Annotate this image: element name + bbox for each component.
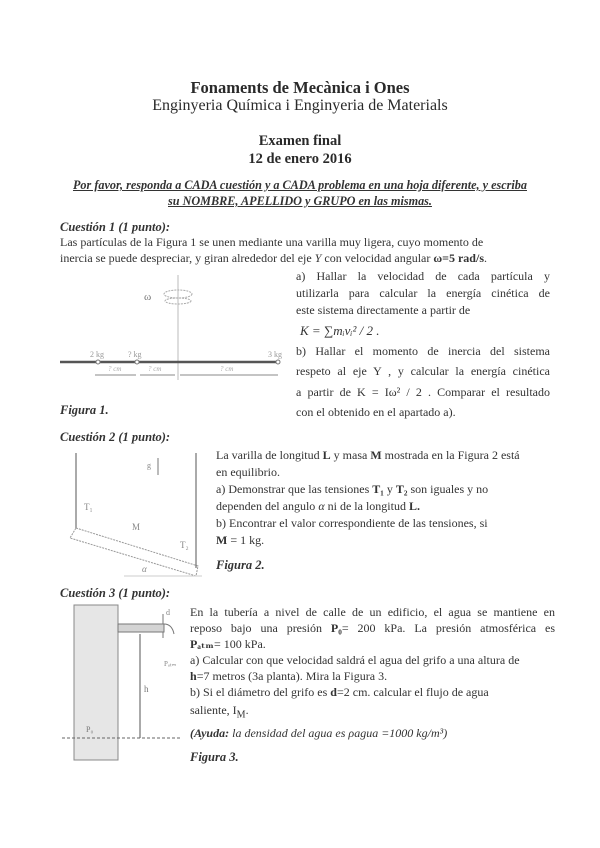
q3-line-1: En la tubería a nivel de calle de un edificio, el agua se mantiene en — [190, 605, 555, 619]
q3-line-5 — [190, 668, 555, 684]
q2-l6-M: M — [216, 533, 228, 547]
q3-line-7 — [190, 702, 555, 723]
q3-l2-text: reposo bajo una presión — [190, 621, 331, 635]
particle-3 — [276, 360, 280, 364]
m-label: M — [132, 522, 141, 532]
q2-l3-mid: y — [383, 482, 396, 496]
q2-line-2: en equilibrio. — [216, 465, 280, 479]
alpha-label: α — [142, 564, 147, 574]
q1-axis: Y — [314, 251, 322, 265]
q1-intro-mid: con velocidad angular — [321, 251, 434, 265]
q3-text — [190, 604, 555, 741]
q1-omega: ω=5 rad/s — [433, 251, 484, 265]
figure-1 — [60, 270, 300, 385]
q1-part-a — [296, 268, 550, 421]
p0-label: P₀ — [86, 725, 94, 734]
figure-2 — [62, 450, 212, 580]
q2-l1-M: M — [370, 448, 382, 462]
q1-a-line-3: este sistema directamente a partir de — [296, 303, 471, 317]
distance-label-1: ? cm — [108, 365, 122, 373]
q2-line-5: b) Encontrar el valor correspondiente de las tensiones, si — [216, 516, 488, 530]
instructions-line-2: su NOMBRE, APELLIDO y GRUPO en las mismas. — [168, 194, 432, 208]
h-label: h — [144, 684, 149, 694]
q1-intro-line-1: Las partículas de la Figura 1 se unen mediante una varilla muy ligera, cuyo momento de — [60, 235, 484, 249]
omega-label: ω — [144, 291, 152, 303]
distance-label-3: ? cm — [220, 365, 234, 373]
q2-l1-end: mostrada en la Figura 2 está — [381, 448, 520, 462]
figure-2-caption: Figura 2. — [216, 558, 265, 572]
q3-title: Cuestión 3 (1 punto): — [60, 586, 171, 600]
q1-b-line-3: a partir de K = Iω² / 2 . Comparar el resultado — [296, 385, 550, 399]
q3-hint-bold: (Ayuda: — [190, 726, 230, 741]
q2-l3-T1: T₁ — [372, 482, 384, 496]
q2-line-1 — [216, 447, 566, 464]
mass-label-3: 3 kg — [268, 350, 282, 359]
q1-intro-line-2 — [60, 250, 560, 266]
q2-l3-text: a) Demonstrar que las tensiones — [216, 482, 373, 496]
q2-l4-text: dependen del angulo — [216, 499, 319, 513]
q3-l6-end: =2 cm. calcular el flujo de agua — [336, 685, 489, 699]
t1-label: T₁ — [84, 502, 93, 512]
faucet-spout — [164, 624, 174, 634]
q3-l3-end: = 100 kPa. — [214, 637, 266, 651]
d-label: d — [166, 608, 170, 617]
faucet-pipe — [118, 624, 164, 632]
particle-2 — [135, 360, 139, 364]
degree-title: Enginyeria Química i Enginyeria de Materials — [152, 97, 448, 114]
q2-line-3 — [216, 481, 566, 498]
figure-3-caption: Figura 3. — [190, 750, 239, 764]
t2-label: T₂ — [180, 540, 189, 550]
q3-line-3 — [190, 636, 555, 652]
g-label: g — [147, 461, 151, 470]
instructions-line-1: Por favor, responda a CADA cuestión y a CADA problema en una hoja diferente, y escriba — [72, 178, 527, 192]
q1-title: Cuestión 1 (1 punto): — [60, 220, 171, 234]
q2-l3-T2: T₂ — [395, 482, 408, 496]
q2-l4-L: L. — [408, 499, 420, 513]
figure-3 — [62, 602, 187, 762]
q2-l1-mid: y masa — [330, 448, 371, 462]
mass-label-1: 2 kg — [90, 350, 104, 359]
q3-l2-mid: = 200 kPa. La presión atmosférica es — [341, 621, 555, 635]
q1-a-line-2: utilizarla para calcular la energía cinética de — [296, 286, 550, 300]
q1-intro-text: inercia se puede despreciar, y giran alrededor del eje — [60, 251, 315, 265]
q1-b-line-4: con el obtenido en el apartado a). — [296, 405, 456, 419]
q3-l6-d: d — [330, 685, 337, 699]
q1-b-line-2: respeto al eje Y , y calcular la energía cinética — [296, 364, 550, 378]
q2-l1-L: L — [322, 448, 331, 462]
q3-l6-text: b) Si el diámetro del grifo es — [190, 685, 331, 699]
q3-line-2 — [190, 620, 555, 636]
q2-text — [216, 447, 566, 549]
q3-l2-P0: P₀ — [330, 621, 342, 635]
exam-title: Examen final — [258, 133, 342, 149]
q3-l7-end: . — [245, 703, 249, 717]
mass-label-2: ? kg — [128, 350, 142, 359]
q1-intro-end: . — [484, 251, 487, 265]
figure-1-caption: Figura 1. — [60, 403, 109, 417]
patm-label: Pₐₜₘ — [164, 660, 177, 668]
particle-1 — [96, 360, 100, 364]
q2-line-6 — [216, 532, 566, 549]
q3-hint — [190, 725, 555, 741]
q1-a-line-1: a) Hallar la velocidad de cada partícula y — [296, 269, 550, 283]
q3-l5-h: h — [190, 669, 197, 683]
q2-title: Cuestión 2 (1 punto): — [60, 430, 171, 444]
q2-l6-end: = 1 kg. — [227, 533, 265, 547]
q1-b-line-1: b) Hallar el momento de inercia del sistema — [296, 344, 550, 358]
q2-l3-end: son iguales y no — [407, 482, 489, 496]
q2-l1-text: La varilla de longitud — [216, 448, 323, 462]
q3-line-4: a) Calcular con que velocidad saldrá el agua del grifo a una altura de — [190, 653, 520, 667]
q2-l4-alpha: α — [318, 499, 325, 513]
distance-label-2: ? cm — [148, 365, 162, 373]
q3-l7-text: saliente, I — [190, 703, 237, 717]
q2-l4-mid: ni de la longitud — [324, 499, 409, 513]
q1-formula-a: K = ∑mᵢvᵢ² / 2 . — [300, 323, 380, 338]
q2-line-4 — [216, 498, 566, 515]
q3-l7-sub: M — [236, 709, 246, 721]
q3-line-6 — [190, 684, 555, 700]
exam-date: 12 de enero 2016 — [248, 151, 352, 167]
rod — [70, 528, 198, 576]
q3-l3-Patm: Pₐₜₘ — [190, 637, 215, 651]
course-title: Fonaments de Mecànica i Ones — [190, 78, 410, 97]
q3-l5-end: =7 metros (3a planta). Mira la Figura 3. — [196, 669, 388, 683]
q3-hint-rest: la densidad del agua es ρagua =1000 kg/m³) — [229, 726, 448, 741]
building-wall — [74, 605, 118, 760]
